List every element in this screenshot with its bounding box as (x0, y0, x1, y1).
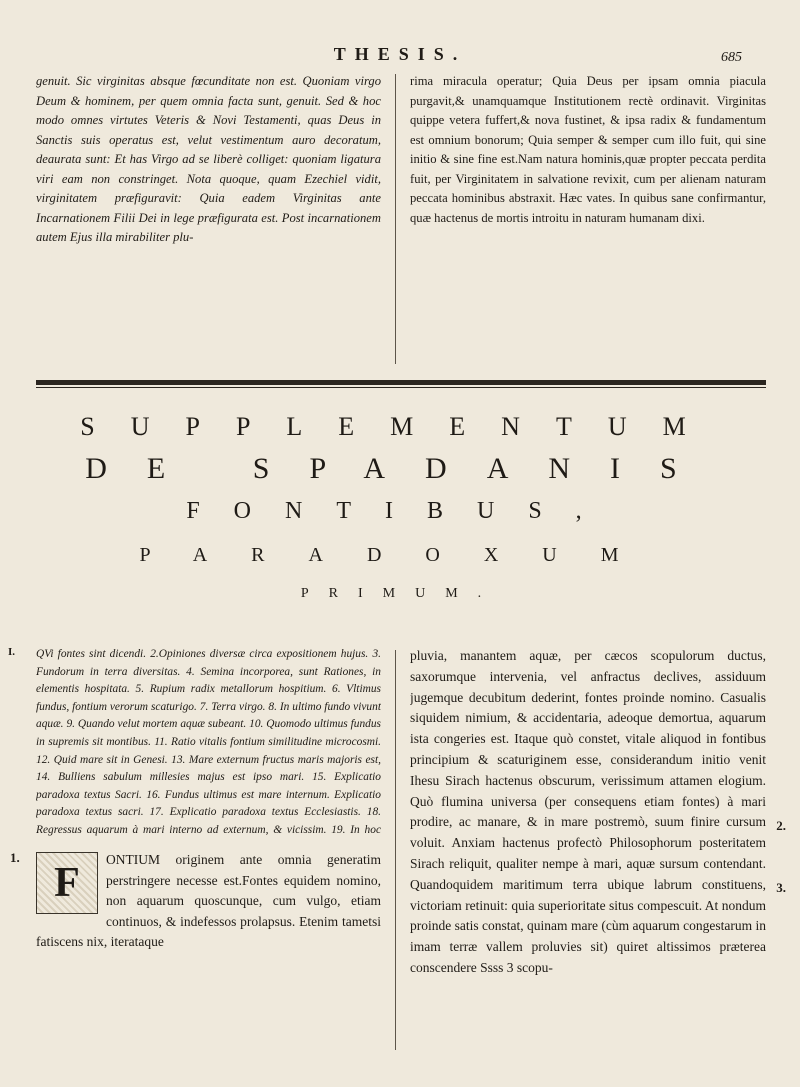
margin-number-right-2: 2. (776, 818, 786, 833)
running-head: THESIS. (333, 44, 467, 64)
summary-column: QVi fontes sint dicendi. 2.Opiniones diversæ circa expositionem hujus. 3. Fundorum in terra diversitas. 4. Semina incorporea, sunt Rationes, in elementis hospitata. 5. Rupium radix metallorum hospitium. 6. Vltimus fundus, fontium verorum scaturigo. 7. Terra virgo. 8. In ultimo fundo vivunt aquæ. 9. Quando velut mortem aquæ subeant. 10. Quomodo ultimus fundus in supremis sit montibus. 11. Ratio vitalis fontium similitudine microcosmi. 12. Quid mare sit in Genesi. 13. Mare externum fructus maris majoris est, 14. Bulliens sabulum millesies majus est ipso mari. 15. Explicatio paradoxa textus Sacri. 16. Fundus ultimus est mare internum. Explicatio paradoxa textus sacri. 17. Explicatio paradoxa textus Ecclesiastis. 18. Regressus aquarum à mari interno ad externum, & vicissim. 19. In hoc (36, 648, 381, 836)
body-left-column (36, 850, 381, 1040)
section-rule-thick (36, 380, 766, 385)
heading-line-4: PARADOXUM (139, 544, 663, 566)
page-number: 685 (721, 50, 742, 65)
body-right-column: pluvia, manantem aquæ, per cæcos scopulorum ductus, saxorumque intervenia, vel anfractus declives, assiduum jugemque decubitum dederint, fontes proinde nomino. Casualis siquidem nimium, & accidentaria, adeoque demortua, aquarum ista congeries est. Itaque quò constet, vitale aliquod in fontibus principium & scaturiginem esse, considerandum initio venit Ihesu Sirach hactenus obscurum, verissimum attamen elogium. Quò flumina universa (per consequens etiam fontes) à mari prodire, ac manare, & in mare postremò, suum finire cursum voluit. Anxiam hactenus profectò Philosophorum posteritatem Sirach reliquit, qualiter nempe à mari, aquæ sursum contendant. Quandoquidem maritimum terra ubique labrum constituens, victoriam retinuit: quia superioritate situs compescuit. At nondum proinde satis constat, quinam mare (cùm aquarum congestarum in imam terræ vallem proluvies sit) quiret altissimos præterea conscendere Ssss 3 scopu- (410, 648, 766, 975)
top-right-column: rima miracula operatur; Quia Deus per ipsam omnia piacula purgavit,& unamquamque Institutionem rectè ordinavit. Virginitas quippe vetera fuffert,& nova fustinet, & ipsa radix & fundamentum est omnium bonorum; Quia semper & semper cum illo fuit, qui sine initio & sine fine est.Nam natura hominis,quæ propter peccata perdita fuit, per Virginitatem in salvatione revixit, cum per alienam naturam peccata hominibus abstraxit. Hæc vates. In quibus sane confirmantur, quæ hactenus de mortis introitu in naturam humanam dixi. (410, 74, 766, 225)
heading-line-1: SUPPLEMENTUM (80, 412, 722, 441)
heading-line-2: DE SPADANIS (85, 452, 717, 485)
column-divider-top (395, 74, 396, 364)
margin-number-left-i: I. (8, 646, 16, 658)
margin-number-left-1: 1. (10, 850, 20, 865)
top-left-column: genuit. Sic virginitas absque fœcunditate non est. Quoniam virgo Deum & hominem, per quem omnia facta sunt, genuit. Sed & hoc modo omnes virtutes Veteris & Novi Testamenti, quas Deus in Sanctis suis operatus est, velut vestimentum auro decoratum, deaurata sunt: Et has Virgo ad se liberè colliget: quoniam ligatura viri eam non constringet. Nota quoque, quam Ezechiel vidit, virginitatem præfiguravit: Quia eadem Virginitas ante Incarnationem Filii Dei in lege præfigurata est. Post incarnationem autem Ejus illa mirabiliter plu- (36, 74, 381, 244)
decorative-initial: F (36, 852, 98, 914)
body-left-text: ONTIUM originem ante omnia generatim perstringere necesse est.Fontes equidem nomino, non aquarum quoscunque, cum vulgo, etiam continuos, & indefessos prolapsus. Etenim tametsi fatiscens nix, iterataque (36, 852, 381, 949)
heading-line-5: PRIMUM. (300, 586, 502, 601)
section-rule-thin (36, 387, 766, 388)
margin-number-right-3: 3. (776, 880, 786, 895)
column-divider-bottom (395, 650, 396, 1050)
heading-line-3: FONTIBUS, (186, 498, 616, 524)
